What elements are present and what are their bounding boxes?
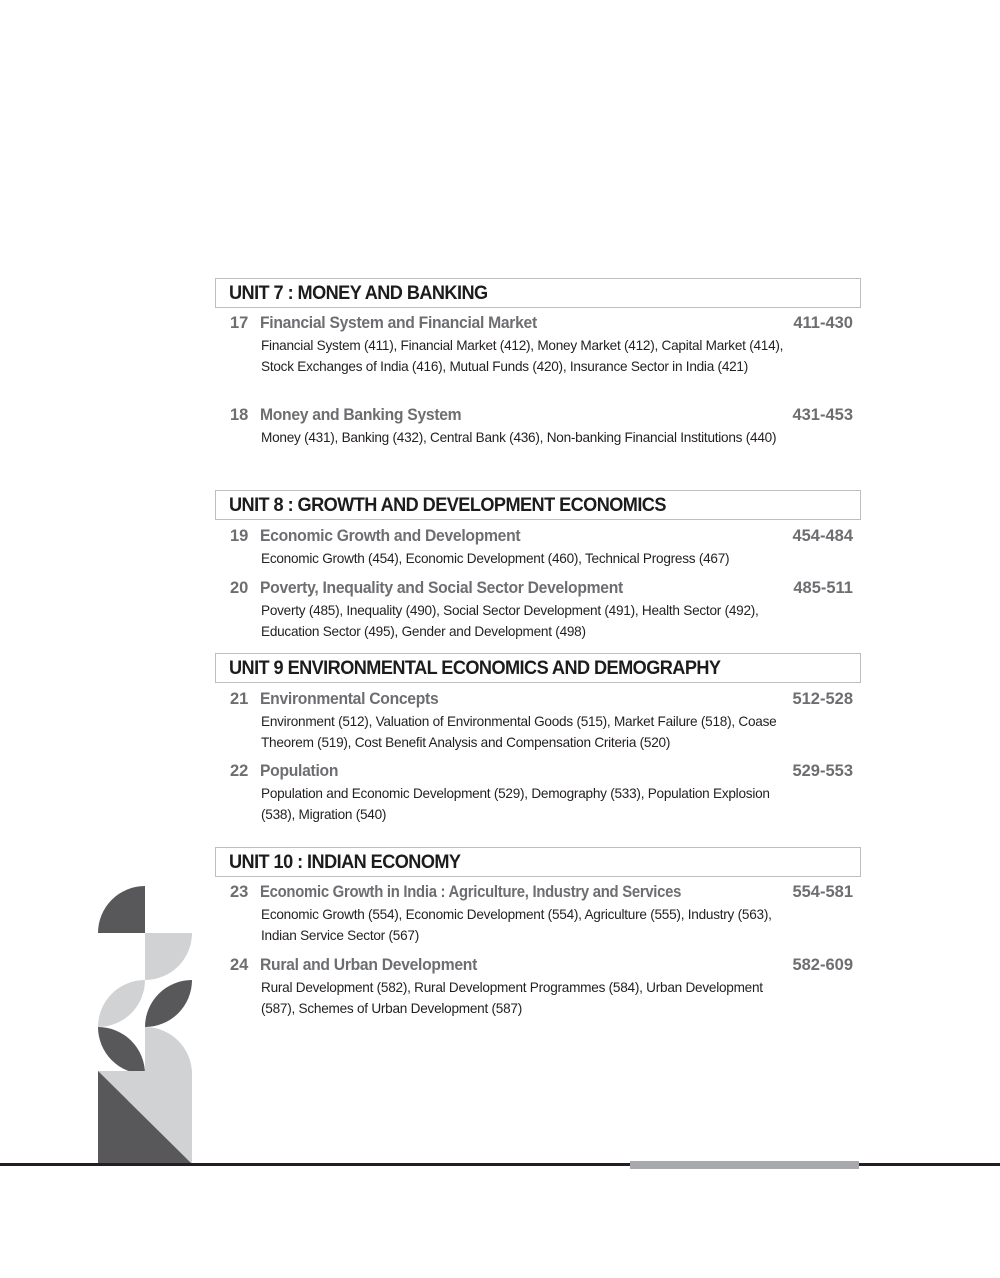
chapter-18[interactable] — [228, 406, 853, 449]
unit-7-header — [215, 278, 861, 308]
chapter-pages: 431-453 — [792, 406, 853, 424]
unit-title: UNIT 10 : INDIAN ECONOMY — [229, 851, 461, 873]
chapter-24[interactable] — [228, 956, 853, 1019]
chapter-pages: 411-430 — [793, 314, 853, 332]
chapter-23[interactable] — [228, 883, 853, 946]
chapter-pages: 454-484 — [792, 527, 853, 545]
decorative-leaf-graphic-icon — [98, 886, 192, 1164]
chapter-topics: Economic Growth (454), Economic Development (460), Technical Progress (467) — [261, 551, 730, 566]
chapter-topics: Money (431), Banking (432), Central Bank (436), Non-banking Financial Institutions (440) — [261, 430, 777, 445]
chapter-title[interactable]: Environmental Concepts — [260, 690, 439, 708]
chapter-21[interactable] — [228, 690, 853, 753]
chapter-19[interactable] — [228, 527, 853, 570]
chapter-number: 23 — [230, 883, 249, 901]
chapter-number: 20 — [230, 579, 249, 597]
chapter-22[interactable] — [228, 762, 853, 825]
chapter-title[interactable]: Population — [260, 762, 339, 780]
chapter-title[interactable]: Rural and Urban Development — [260, 956, 478, 974]
chapter-title[interactable]: Economic Growth in India : Agriculture, Industry and Services — [260, 883, 682, 901]
footer-accent-bar — [630, 1161, 859, 1169]
unit-9-header — [215, 653, 861, 683]
unit-8-header — [215, 490, 861, 520]
chapter-topics: Population and Economic Development (529), Demography (533), Population Explosion (538), Migration (540) — [261, 786, 770, 822]
chapter-20[interactable] — [228, 579, 853, 642]
chapter-pages: 582-609 — [792, 956, 853, 974]
chapter-17[interactable] — [228, 314, 853, 377]
chapter-topics: Economic Growth (554), Economic Development (554), Agriculture (555), Industry (563), Indian Service Sector (567) — [261, 907, 772, 943]
chapter-number: 19 — [230, 527, 249, 545]
chapter-topics: Rural Development (582), Rural Development Programmes (584), Urban Development (587), Schemes of Urban Development (587) — [261, 980, 763, 1016]
unit-title: UNIT 9 ENVIRONMENTAL ECONOMICS AND DEMOGRAPHY — [229, 657, 721, 679]
chapter-topics: Poverty (485), Inequality (490), Social Sector Development (491), Health Sector (492), Education Sector (495), Gender and Development (498) — [261, 603, 759, 639]
chapter-pages: 529-553 — [792, 762, 853, 780]
chapter-topics: Environment (512), Valuation of Environmental Goods (515), Market Failure (518), Coase Theorem (519), Cost Benefit Analysis and Compensation Criteria (520) — [261, 714, 777, 750]
chapter-pages: 485-511 — [793, 579, 853, 597]
chapter-number: 18 — [230, 406, 249, 424]
chapter-title[interactable]: Poverty, Inequality and Social Sector Development — [260, 579, 623, 597]
chapter-title[interactable]: Economic Growth and Development — [260, 527, 521, 545]
chapter-topics: Financial System (411), Financial Market (412), Money Market (412), Capital Market (414), Stock Exchanges of India (416), Mutual Funds (420), Insurance Sector in India (421) — [261, 338, 784, 374]
chapter-title[interactable]: Financial System and Financial Market — [260, 314, 537, 332]
chapter-number: 17 — [230, 314, 249, 332]
chapter-pages: 554-581 — [792, 883, 853, 901]
chapter-number: 21 — [230, 690, 249, 708]
unit-10-header — [215, 847, 861, 877]
chapter-pages: 512-528 — [792, 690, 853, 708]
chapter-title[interactable]: Money and Banking System — [260, 406, 462, 424]
unit-title: UNIT 8 : GROWTH AND DEVELOPMENT ECONOMICS — [229, 494, 666, 516]
chapter-number: 24 — [230, 956, 249, 974]
unit-title: UNIT 7 : MONEY AND BANKING — [229, 282, 488, 304]
chapter-number: 22 — [230, 762, 249, 780]
